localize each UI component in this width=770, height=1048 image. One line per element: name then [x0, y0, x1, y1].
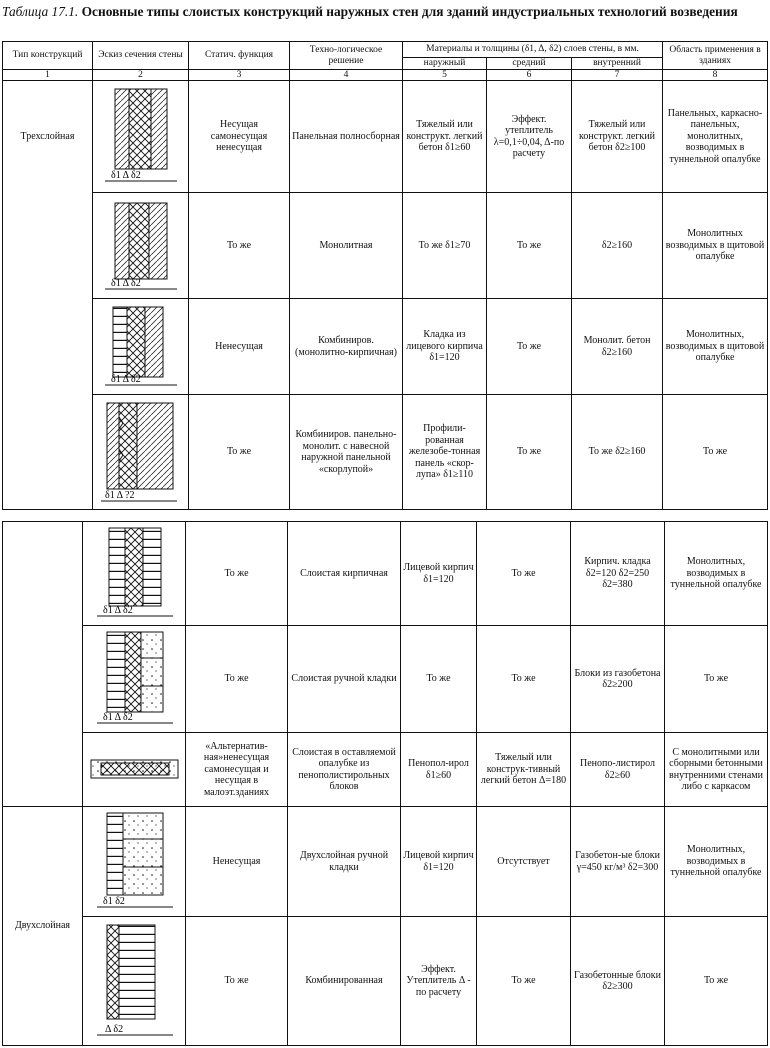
layer-insulation [107, 925, 119, 1019]
dimension-label: δ1 Δ δ2 [110, 169, 141, 181]
middle-layer: Эффект. утеплитель λ=0,1÷0,04, Δ-по расчету [487, 81, 572, 193]
application-area: То же [665, 917, 768, 1046]
sketch-cell [83, 917, 186, 1046]
layer-outer-brick [113, 307, 127, 377]
sketch-cell [93, 299, 189, 395]
concrete-core [101, 763, 169, 775]
wall-section-sketch [97, 397, 185, 508]
outer-layer: Пенопол-ирол δ1≥60 [401, 733, 477, 807]
header-sketch: Эскиз сечения стены [93, 42, 189, 70]
outer-layer: Профили-рованная железобе-тонная панель «скор-лупа» δ1≥110 [403, 395, 487, 510]
layer-inner-brick [143, 528, 161, 606]
tech-solution: Монолитная [290, 193, 403, 299]
static-function: Ненесущая [189, 299, 290, 395]
table-row [3, 193, 768, 299]
static-function: То же [189, 395, 290, 510]
sketch-cell [93, 193, 189, 299]
outer-layer: Эффект. Утеплитель Δ - по расчету [401, 917, 477, 1046]
col-number: 3 [189, 70, 290, 81]
middle-layer: То же [477, 917, 571, 1046]
tech-solution: Двухслойная ручной кладки [288, 807, 401, 917]
header-type: Тип конструкций [3, 42, 93, 70]
wall-section-sketch [87, 628, 182, 731]
table-row [3, 917, 768, 1046]
middle-layer: То же [477, 626, 571, 733]
tech-solution: Панельная полносборная [290, 81, 403, 193]
application-area: То же [665, 626, 768, 733]
layer-insulation [127, 307, 145, 377]
group-three-layer-cont [3, 522, 83, 807]
middle-layer: То же [487, 395, 572, 510]
tech-solution: Комбиниров. панельно-монолит. с навесной наружной панельной «скорлупой» [290, 395, 403, 510]
inner-layer: δ2≥160 [572, 193, 663, 299]
outer-layer: Кладка из лицевого кирпича δ1=120 [403, 299, 487, 395]
inner-layer: Газобетонные блоки δ2≥300 [571, 917, 665, 1046]
table-row [3, 81, 768, 193]
header-static: Статич. функция [189, 42, 290, 70]
middle-layer: Тяжелый или конструк-тивный легкий бетон Δ=180 [477, 733, 571, 807]
application-area: Монолитных, возводимых в щитовой опалубке [663, 299, 768, 395]
inner-layer: Газобетон-ые блоки γ=450 кг/м³ δ2=300 [571, 807, 665, 917]
layer-inner-gasbeton [141, 632, 163, 712]
group-two-layer: Двухслойная [3, 807, 83, 1046]
tech-solution: Комбиниров. (монолитно-кирпичная) [290, 299, 403, 395]
static-function: «Альтернатив-ная»ненесущая самонесущая и несущая в малоэт.зданиях [186, 733, 288, 807]
layer-insulation [119, 403, 137, 489]
layer-inner [145, 307, 163, 377]
dimension-label: Δ δ2 [104, 1024, 123, 1035]
layer-inner [151, 89, 167, 169]
inner-layer: Пенопо-листирол δ2≥60 [571, 733, 665, 807]
header-outer: наружный [403, 58, 487, 70]
tech-solution: Комбинированная [288, 917, 401, 1046]
sketch-cell [83, 807, 186, 917]
layer-insulation [129, 203, 149, 279]
sketch-cell [93, 395, 189, 510]
layer-insulation [129, 89, 151, 169]
col-number: 7 [572, 70, 663, 81]
table-row [3, 626, 768, 733]
tech-solution: Слоистая ручной кладки [288, 626, 401, 733]
application-area: То же [663, 395, 768, 510]
table-row [3, 299, 768, 395]
table-title [2, 3, 768, 21]
wall-section-sketch [87, 809, 182, 915]
table-caption: Основные типы слоистых конструкций наружных стен для зданий индустриальных технологий возведения [81, 4, 738, 19]
middle-layer: То же [477, 522, 571, 626]
layer-outer-brick [109, 528, 125, 606]
middle-layer: То же [487, 193, 572, 299]
layer-outer-panel [107, 403, 119, 489]
static-function: То же [186, 522, 288, 626]
col-number: 1 [3, 70, 93, 81]
tech-solution: Слоистая кирпичная [288, 522, 401, 626]
group-three-layer: Трехслойная [3, 81, 93, 510]
sketch-cell [83, 522, 186, 626]
layer-outer [115, 203, 129, 279]
wall-types-table-part2 [2, 521, 768, 1046]
sketch-cell [93, 81, 189, 193]
col-number: 5 [403, 70, 487, 81]
table-row [3, 807, 768, 917]
wall-section-sketch [87, 919, 182, 1043]
outer-layer: То же δ1≥70 [403, 193, 487, 299]
static-function: Ненесущая [186, 807, 288, 917]
dimension-label: δ1 Δ δ2 [110, 277, 141, 289]
header-tech: Техно-логическое решение [290, 42, 403, 70]
wall-section-sketch [87, 750, 182, 790]
outer-layer: Лицевой кирпич δ1=120 [401, 807, 477, 917]
col-number: 4 [290, 70, 403, 81]
dimension-label: δ1 Δ δ2 [110, 373, 141, 385]
col-number: 8 [663, 70, 768, 81]
outer-layer: То же [401, 626, 477, 733]
wall-types-table-part1 [2, 41, 768, 510]
sketch-cell [83, 733, 186, 807]
col-number: 2 [93, 70, 189, 81]
dimension-label: δ1 δ2 [102, 895, 125, 907]
static-function: То же [189, 193, 290, 299]
dimension-label: δ1 Δ ?2 [104, 489, 134, 501]
middle-layer: Отсутствует [477, 807, 571, 917]
dimension-label: δ1 Δ δ2 [102, 711, 133, 723]
layer-inner [137, 403, 173, 489]
table-row [3, 395, 768, 510]
col-number: 6 [487, 70, 572, 81]
sketch-cell [83, 626, 186, 733]
layer-outer [115, 89, 129, 169]
header-inner: внутренний [572, 58, 663, 70]
application-area: Монолитных, возводимых в туннельной опалубке [665, 522, 768, 626]
static-function: То же [186, 917, 288, 1046]
tech-solution: Слоистая в оставляемой опалубке из пенополистирольных блоков [288, 733, 401, 807]
layer-inner-gasbeton [123, 813, 163, 895]
layer-outer-brick [107, 632, 125, 712]
header-area: Область применения в зданиях [663, 42, 768, 70]
static-function: Несущая самонесущая ненесущая [189, 81, 290, 193]
inner-layer: То же δ2≥160 [572, 395, 663, 510]
dimension-label: δ1 Δ δ2 [102, 604, 133, 616]
layer-insulation [125, 528, 143, 606]
application-area: Монолитных, возводимых в туннельной опалубке [665, 807, 768, 917]
wall-section-sketch [97, 195, 185, 297]
header-materials: Материалы и толщины (δ1, Δ, δ2) слоев стены, в мм. [403, 42, 663, 58]
table-row [3, 733, 768, 807]
inner-layer: Блоки из газобетона δ2≥200 [571, 626, 665, 733]
application-area: Панельных, каркасно-панельных, монолитных, возводимых в туннельной опалубке [663, 81, 768, 193]
layer-inner [149, 203, 167, 279]
wall-section-sketch [87, 524, 182, 624]
middle-layer: То же [487, 299, 572, 395]
layer-inner-blocks [119, 925, 155, 1019]
inner-layer: Монолит. бетон δ2≥160 [572, 299, 663, 395]
static-function: То же [186, 626, 288, 733]
table-row [3, 522, 768, 626]
table-number: Таблица 17.1. [2, 4, 79, 19]
wall-section-sketch [97, 301, 185, 393]
application-area: С монолитными или сборными бетонными внутренними стенами либо с каркасом [665, 733, 768, 807]
header-middle: средний [487, 58, 572, 70]
application-area: Монолитных возводимых в щитовой опалубке [663, 193, 768, 299]
inner-layer: Тяжелый или конструкт. легкий бетон δ2≥100 [572, 81, 663, 193]
layer-insulation [125, 632, 141, 712]
wall-section-sketch [97, 83, 185, 191]
outer-layer: Тяжелый или конструкт. легкий бетон δ1≥60 [403, 81, 487, 193]
outer-layer: Лицевой кирпич δ1=120 [401, 522, 477, 626]
inner-layer: Кирпич. кладка δ2=120 δ2=250 δ2=380 [571, 522, 665, 626]
layer-outer-brick [107, 813, 123, 895]
